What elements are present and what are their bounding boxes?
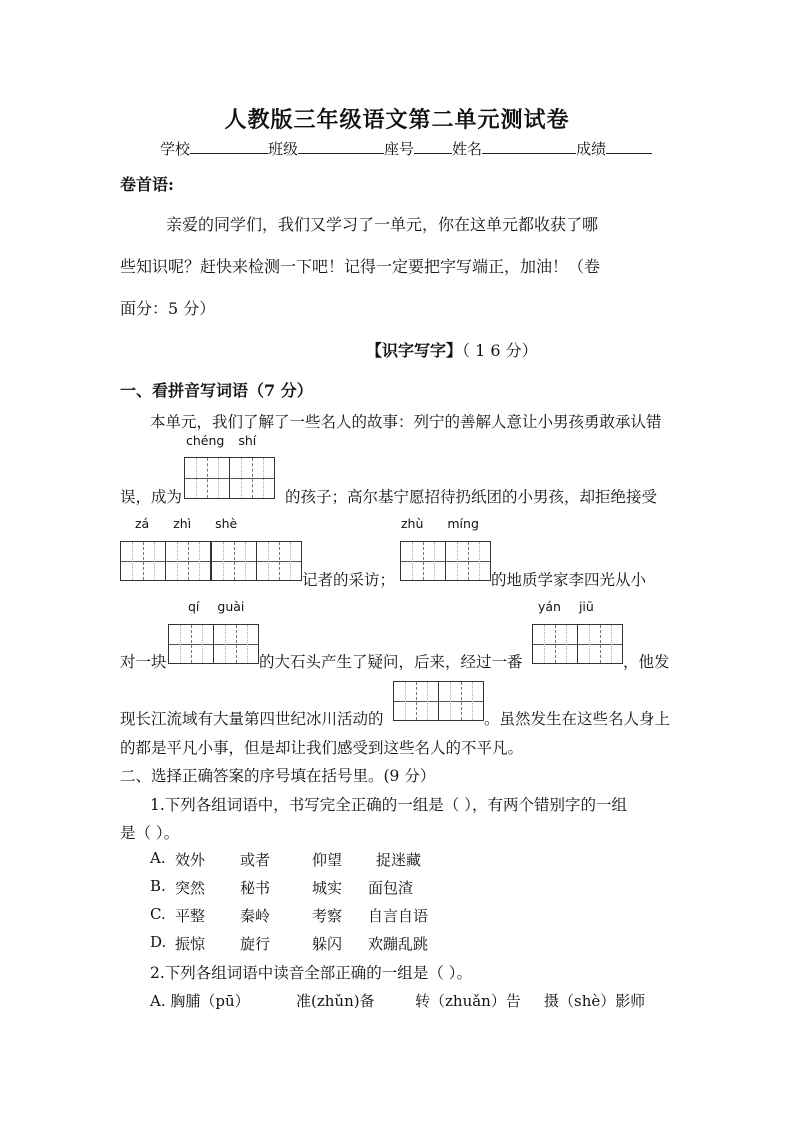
answer-grid-zhuming[interactable] — [400, 541, 491, 581]
option-d[interactable] — [150, 933, 166, 951]
option-b-word-1: 突然 — [175, 879, 206, 897]
pinyin-zhuming: zhù míng — [401, 516, 479, 531]
q2-item2-option-a-1[interactable]: A. 胸脯（pū） — [150, 992, 250, 1010]
option-c-word-2: 秦岭 — [240, 907, 271, 925]
answer-grid-extra[interactable] — [393, 681, 484, 721]
pinyin-chengshi: chéng shí — [186, 433, 257, 448]
pinyin-zazhishe: zá zhì shè — [135, 516, 238, 531]
preface-line-3: 面分：5 分） — [120, 299, 216, 318]
student-info-line — [160, 138, 652, 159]
option-b[interactable] — [150, 877, 166, 895]
q1-line-4a: 对一块 — [120, 653, 167, 671]
option-a-label: A. — [150, 849, 166, 867]
q2-item2: 2.下列各组词语中读音全部正确的一组是（ ）。 — [150, 964, 472, 982]
option-a-word-3: 仰望 — [312, 851, 343, 869]
section-title: 【识字写字】 — [366, 341, 463, 360]
option-a[interactable] — [150, 849, 166, 867]
name-blank[interactable] — [482, 139, 576, 154]
answer-grid-chengshi[interactable] — [184, 457, 275, 499]
q1-line-5b: 。虽然发生在这些名人身上 — [484, 710, 671, 728]
answer-grid-yanjiu[interactable] — [532, 624, 623, 664]
option-a-word-4: 捉迷藏 — [376, 851, 422, 869]
q1-line-4c: ，他发 — [623, 653, 670, 671]
option-c[interactable] — [150, 905, 166, 923]
option-d-word-3: 躲闪 — [312, 935, 343, 953]
option-d-label: D. — [150, 933, 167, 951]
q1-heading: 一、看拼音写词语（7 分） — [120, 381, 313, 400]
option-c-word-4: 自言自语 — [368, 907, 429, 925]
option-a-word-1: 效外 — [175, 851, 206, 869]
seat-blank[interactable] — [414, 139, 452, 154]
q2-item2-option-a-2: 准(zhǔn)备 — [296, 992, 375, 1010]
answer-grid-she[interactable] — [211, 541, 302, 581]
q2-item1-line1: 1.下列各组词语中，书写完全正确的一组是（ ），有两个错别字的一组 — [150, 796, 627, 814]
q1-line-3a: 记者的采访； — [302, 571, 396, 589]
preface-heading: 卷首语: — [120, 175, 174, 194]
answer-grid-qiguai[interactable] — [168, 624, 259, 664]
pinyin-yanjiu: yán jiū — [538, 599, 594, 614]
page-title: 人教版三年级语文第二单元测试卷 — [224, 107, 570, 133]
q2-item1-line2: 是（ ）。 — [120, 824, 180, 842]
pinyin-qiguai: qí guài — [188, 599, 245, 614]
q1-line-2a: 误，成为 — [120, 488, 183, 506]
option-b-label: B. — [150, 877, 166, 895]
q1-line-6: 的都是平凡小事，但是却让我们感受到这些名人的不平凡。 — [120, 739, 524, 757]
option-a-word-2: 或者 — [240, 851, 271, 869]
option-b-word-4: 面包渣 — [368, 879, 414, 897]
option-d-word-4: 欢蹦乱跳 — [368, 935, 429, 953]
name-label: 姓名 — [452, 140, 483, 158]
option-b-word-3: 城实 — [312, 879, 343, 897]
school-blank[interactable] — [190, 139, 268, 154]
seat-label: 座号 — [384, 140, 415, 158]
preface-line-2: 些知识呢？赶快来检测一下吧！记得一定要把字写端正，加油！（卷 — [120, 257, 601, 276]
score-blank[interactable] — [606, 139, 652, 154]
q1-intro: 本单元，我们了解了一些名人的故事：列宁的善解人意让小男孩勇敢承认错 — [150, 413, 662, 431]
option-c-label: C. — [150, 905, 166, 923]
q2-heading: 二、选择正确答案的序号填在括号里。(9 分） — [120, 767, 436, 785]
q1-line-3b: 的地质学家李四光从小 — [491, 571, 647, 589]
option-c-word-3: 考察 — [312, 907, 343, 925]
q1-line-5a: 现长江流域有大量第四世纪冰川活动的 — [120, 710, 384, 728]
option-d-word-1: 振惊 — [175, 935, 206, 953]
section-points: （ 1 6 分） — [462, 341, 538, 360]
school-label: 学校 — [160, 140, 191, 158]
q2-item2-option-a-4: 摄（shè）影师 — [544, 992, 646, 1010]
class-label: 班级 — [268, 140, 299, 158]
q2-item2-option-a-3: 转（zhuǎn）告 — [415, 992, 521, 1010]
score-label: 成绩 — [576, 140, 607, 158]
preface-line-1: 亲爱的同学们，我们又学习了一单元，你在这单元都收获了哪 — [166, 215, 599, 234]
answer-grid-zazhi[interactable] — [120, 541, 211, 581]
section-header — [366, 338, 538, 361]
option-d-word-2: 旋行 — [240, 935, 271, 953]
q1-line-2b: 的孩子；高尔基宁愿招待扔纸团的小男孩，却拒绝接受 — [285, 488, 658, 506]
class-blank[interactable] — [298, 139, 384, 154]
option-b-word-2: 秘书 — [240, 879, 271, 897]
option-c-word-1: 平整 — [175, 907, 206, 925]
q1-line-4b: 的大石头产生了疑问，后来，经过一番 — [259, 653, 523, 671]
